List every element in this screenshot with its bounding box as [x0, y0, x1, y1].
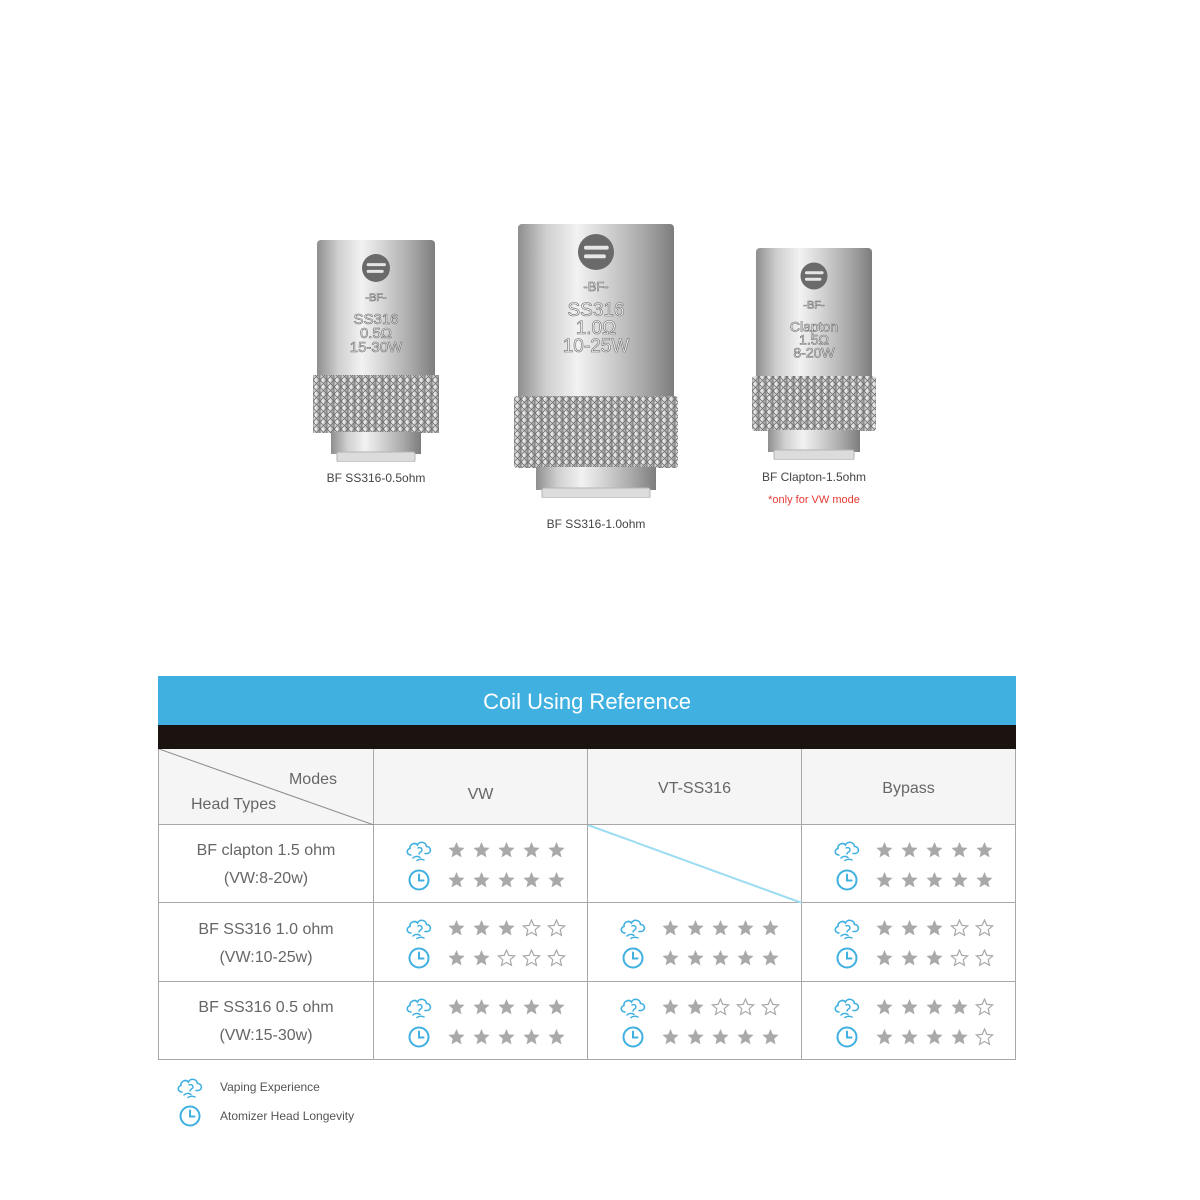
star-filled-icon: [686, 949, 705, 967]
table-row: [159, 825, 1015, 903]
star-filled-icon: [447, 841, 466, 859]
star-rating: [875, 841, 1000, 859]
rating-cell: [588, 982, 802, 1060]
not-applicable-cell: [588, 825, 802, 902]
vaping-rating: [832, 916, 1000, 940]
longevity-rating: [404, 946, 572, 970]
coil-label-line: -BF-: [583, 279, 609, 294]
star-rating: [875, 919, 1000, 937]
cloud-icon: [404, 916, 434, 940]
star-filled-icon: [925, 871, 944, 889]
cloud-icon: [174, 1074, 206, 1100]
star-filled-icon: [900, 841, 919, 859]
star-filled-icon: [975, 871, 994, 889]
star-filled-icon: [522, 841, 541, 859]
longevity-rating: [618, 946, 786, 970]
star-rating: [875, 871, 1000, 889]
star-empty-icon: [522, 919, 541, 937]
star-filled-icon: [497, 1028, 516, 1046]
cloud-icon: [404, 995, 434, 1019]
rating-cell: [374, 903, 588, 981]
star-rating: [447, 841, 572, 859]
star-filled-icon: [447, 998, 466, 1016]
clock-icon: [832, 868, 862, 892]
star-filled-icon: [925, 841, 944, 859]
star-filled-icon: [497, 871, 516, 889]
star-filled-icon: [547, 841, 566, 859]
table-title: Coil Using Reference: [158, 676, 1016, 725]
star-filled-icon: [522, 871, 541, 889]
star-empty-icon: [761, 998, 780, 1016]
star-filled-icon: [522, 1028, 541, 1046]
star-filled-icon: [925, 1028, 944, 1046]
star-empty-icon: [975, 919, 994, 937]
cloud-icon: [832, 995, 862, 1019]
head-type-cell: [159, 825, 374, 902]
vaping-rating: [832, 995, 1000, 1019]
star-empty-icon: [975, 998, 994, 1016]
dark-band: [158, 725, 1016, 749]
table-header-row: [159, 749, 1015, 825]
star-filled-icon: [875, 919, 894, 937]
head-type-range: (VW:8-20w): [223, 870, 309, 887]
star-filled-icon: [975, 841, 994, 859]
star-filled-icon: [472, 949, 491, 967]
coil-ss316-10: [514, 224, 678, 498]
vaping-rating: [404, 838, 572, 862]
star-filled-icon: [925, 998, 944, 1016]
coil-label-line: 1.5Ω: [799, 331, 829, 348]
legend-atomizer-longevity: [174, 1103, 354, 1129]
star-filled-icon: [761, 919, 780, 937]
star-filled-icon: [875, 1028, 894, 1046]
table-row: [159, 982, 1015, 1060]
star-filled-icon: [472, 919, 491, 937]
star-filled-icon: [447, 919, 466, 937]
star-filled-icon: [497, 998, 516, 1016]
star-filled-icon: [900, 998, 919, 1016]
star-empty-icon: [975, 949, 994, 967]
star-filled-icon: [472, 871, 491, 889]
legend-label: Atomizer Head Longevity: [220, 1109, 355, 1123]
vaping-rating: [832, 838, 1000, 862]
head-type-cell: [159, 903, 374, 981]
star-filled-icon: [925, 949, 944, 967]
star-filled-icon: [686, 919, 705, 937]
not-applicable-diagonal: [588, 825, 802, 903]
mode-header-bypass: [802, 749, 1015, 824]
cloud-icon: [832, 916, 862, 940]
coil-label-line: Clapton: [789, 318, 839, 335]
mode-label: VW: [467, 786, 494, 803]
rating-cell: [802, 903, 1015, 981]
star-rating: [447, 998, 572, 1016]
star-rating: [875, 1028, 1000, 1046]
clock-icon: [404, 1025, 434, 1049]
mode-label: Bypass: [882, 780, 935, 797]
rating-cell: [802, 825, 1015, 902]
star-filled-icon: [900, 1028, 919, 1046]
coil-label-line: -BF-: [803, 299, 825, 312]
clock-icon: [404, 946, 434, 970]
coil-label-line: 1.0Ω: [575, 318, 617, 339]
longevity-rating: [404, 1025, 572, 1049]
star-empty-icon: [497, 949, 516, 967]
coil-label-line: SS316: [567, 300, 625, 321]
star-empty-icon: [711, 998, 730, 1016]
star-filled-icon: [875, 841, 894, 859]
head-type-name: BF SS316 1.0 ohm: [198, 921, 334, 938]
star-filled-icon: [661, 949, 680, 967]
star-filled-icon: [900, 919, 919, 937]
coil-label-line: -BF-: [365, 292, 387, 304]
longevity-rating: [618, 1025, 786, 1049]
star-filled-icon: [447, 871, 466, 889]
vaping-rating: [404, 916, 572, 940]
head-type-name: BF SS316 0.5 ohm: [198, 999, 334, 1016]
star-rating: [875, 949, 1000, 967]
clock-icon: [618, 946, 648, 970]
mode-header-vt-ss316: [588, 749, 802, 824]
coil-label-line: 15-30W: [349, 339, 403, 356]
head-type-range: (VW:10-25w): [219, 949, 313, 966]
star-filled-icon: [711, 949, 730, 967]
star-filled-icon: [950, 1028, 969, 1046]
star-empty-icon: [950, 949, 969, 967]
rating-cell: [802, 982, 1015, 1060]
longevity-rating: [832, 946, 1000, 970]
mode-label: VT-SS316: [658, 780, 731, 797]
star-filled-icon: [875, 871, 894, 889]
cloud-icon: [618, 916, 648, 940]
vaping-rating: [618, 916, 786, 940]
star-filled-icon: [472, 998, 491, 1016]
head-types-label: Head Types: [191, 796, 277, 813]
star-filled-icon: [447, 949, 466, 967]
star-filled-icon: [711, 1028, 730, 1046]
longevity-rating: [832, 868, 1000, 892]
table-row: [159, 903, 1015, 982]
star-filled-icon: [875, 949, 894, 967]
rating-cell: [588, 903, 802, 981]
coil-caption: BF Clapton-1.5ohm: [761, 470, 867, 484]
star-empty-icon: [975, 1028, 994, 1046]
modes-label: Modes: [288, 771, 337, 788]
coil-reference-table: [158, 676, 1016, 1060]
head-type-range: (VW:15-30w): [219, 1027, 313, 1044]
head-type-name: BF clapton 1.5 ohm: [196, 842, 336, 859]
star-filled-icon: [497, 919, 516, 937]
coil-ss316-05: [313, 240, 439, 462]
coil-ss316-10-image: [514, 224, 678, 498]
star-filled-icon: [472, 841, 491, 859]
star-rating: [447, 1028, 572, 1046]
clock-icon: [618, 1025, 648, 1049]
legend-label: Vaping Experience: [220, 1080, 320, 1094]
star-filled-icon: [761, 1028, 780, 1046]
star-filled-icon: [900, 949, 919, 967]
star-filled-icon: [547, 871, 566, 889]
coil-label-line: 10-25W: [562, 336, 630, 357]
star-filled-icon: [522, 998, 541, 1016]
legend-vaping-experience: [174, 1074, 320, 1100]
star-rating: [661, 998, 786, 1016]
rating-cell: [374, 825, 588, 902]
star-filled-icon: [900, 871, 919, 889]
coil-ss316-05-image: [313, 240, 439, 462]
clock-icon: [832, 1025, 862, 1049]
star-rating: [447, 949, 572, 967]
star-filled-icon: [950, 998, 969, 1016]
star-filled-icon: [686, 1028, 705, 1046]
cloud-icon: [832, 838, 862, 862]
star-rating: [661, 949, 786, 967]
star-filled-icon: [472, 1028, 491, 1046]
longevity-rating: [832, 1025, 1000, 1049]
star-filled-icon: [661, 998, 680, 1016]
vw-mode-note: *only for VW mode: [768, 494, 860, 506]
vaping-rating: [404, 995, 572, 1019]
clock-icon: [832, 946, 862, 970]
clock-icon: [404, 868, 434, 892]
star-filled-icon: [736, 949, 755, 967]
star-rating: [447, 871, 572, 889]
star-filled-icon: [950, 841, 969, 859]
cloud-icon: [618, 995, 648, 1019]
star-filled-icon: [547, 998, 566, 1016]
star-rating: [661, 919, 786, 937]
clock-icon: [174, 1103, 206, 1129]
coil-caption: BF SS316-0.5ohm: [326, 471, 426, 485]
coil-label-line: SS316: [353, 311, 399, 328]
cloud-icon: [404, 838, 434, 862]
star-empty-icon: [950, 919, 969, 937]
star-empty-icon: [547, 949, 566, 967]
mode-header-vw: [374, 749, 588, 824]
coil-clapton-15-image: [752, 244, 876, 460]
coil-label-line: 8-20W: [793, 344, 835, 361]
coil-label-line: 0.5Ω: [359, 325, 393, 342]
star-empty-icon: [522, 949, 541, 967]
star-filled-icon: [661, 1028, 680, 1046]
star-empty-icon: [547, 919, 566, 937]
longevity-rating: [404, 868, 572, 892]
star-filled-icon: [736, 919, 755, 937]
star-filled-icon: [686, 998, 705, 1016]
star-filled-icon: [661, 919, 680, 937]
coil-caption: BF SS316-1.0ohm: [546, 517, 646, 531]
star-filled-icon: [711, 919, 730, 937]
head-type-cell: [159, 982, 374, 1060]
star-rating: [875, 998, 1000, 1016]
reference-grid: [158, 749, 1016, 1060]
star-rating: [661, 1028, 786, 1046]
corner-cell: [159, 749, 374, 824]
star-filled-icon: [875, 998, 894, 1016]
star-filled-icon: [447, 1028, 466, 1046]
star-filled-icon: [925, 919, 944, 937]
star-filled-icon: [950, 871, 969, 889]
star-filled-icon: [497, 841, 516, 859]
rating-cell: [374, 982, 588, 1060]
star-rating: [447, 919, 572, 937]
star-filled-icon: [547, 1028, 566, 1046]
vaping-rating: [618, 995, 786, 1019]
star-filled-icon: [761, 949, 780, 967]
star-filled-icon: [736, 1028, 755, 1046]
star-empty-icon: [736, 998, 755, 1016]
coil-clapton-15: [752, 244, 876, 460]
